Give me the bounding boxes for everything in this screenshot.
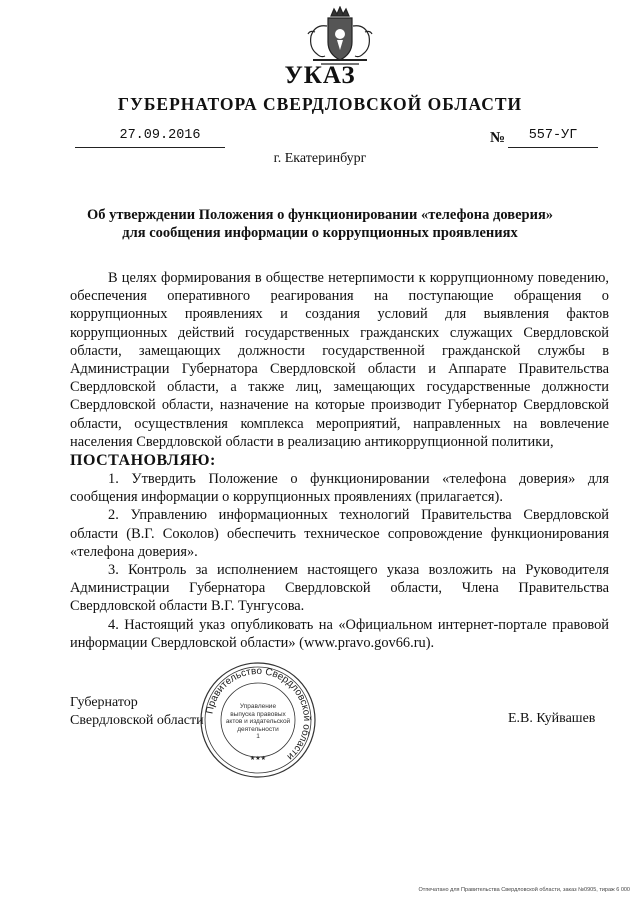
issuer-title: ГУБЕРНАТОРА СВЕРДЛОВСКОЙ ОБЛАСТИ <box>117 94 523 114</box>
document-title-line-2: для сообщения информации о коррупционных проявлениях <box>122 225 518 241</box>
seal-ring-text: Правительство Свердловской области <box>204 665 313 763</box>
coat-of-arms-icon <box>301 6 379 68</box>
decree-item: 1. Утвердить Положение о функционировании «телефона доверия» для сообщения информации о коррупционных проявлениях (прилагается). <box>70 471 609 506</box>
document-body <box>70 269 609 652</box>
date-underline <box>75 147 225 148</box>
seal-inner-line: актов и издательской <box>225 718 291 725</box>
decree-keyword: ПОСТАНОВЛЯЮ: <box>70 452 216 470</box>
signer-role <box>70 694 204 730</box>
signer-role-line-2: Свердловской области <box>70 713 204 728</box>
print-note: Отпечатано для Правительства Свердловской области, заказ №0905, тираж 6 000 <box>418 887 630 893</box>
document-title <box>60 206 580 242</box>
signer-role-line-1: Губернатор <box>70 695 138 710</box>
number-underline <box>508 147 598 148</box>
signer-name: Е.В. Куйвашев <box>508 711 596 726</box>
seal-inner-line: Управление <box>239 703 277 710</box>
document-type-title: УКАЗ <box>284 62 356 89</box>
seal-inner-line: деятельности <box>237 725 279 733</box>
seal-inner-text <box>223 703 293 741</box>
issue-city: г. Екатеринбург <box>273 151 367 166</box>
number-sign: № <box>490 130 506 146</box>
preamble-paragraph: В целях формирования в обществе нетерпимости к коррупционному поведению, обеспечения оперативного реагирования на поступающие обращения о коррупционных проявлениях и создания условий для выявления фактов коррупционных действий государственных гражданских служащих Свердловской области, замещающих должности государственной гражданской службы в Администрации Губернатора Свердловской области и Аппарате Правительства Свердловской области, а также лиц, замещающих государственные должности Свердловской области, назначение на которые производит Губернатор Свердловской области, осуществления комплекса мероприятий, направленных на вовлечение населения Свердловской области в реализацию антикоррупционной политики, <box>70 270 609 450</box>
decree-date: 27.09.2016 <box>119 128 201 143</box>
decree-number: 557-УГ <box>528 128 578 143</box>
decree-item: 3. Контроль за исполнением настоящего указа возложить на Руководителя Администрации Губернатора Свердловской области, Члена Правительства Свердловской области В.Г. Тунгусова. <box>70 562 609 615</box>
decree-item: 4. Настоящий указ опубликовать на «Официальном интернет-портале правовой информации Свердловской области» (www.pravo.gov66.ru). <box>70 616 609 651</box>
decree-item: 2. Управлению информационных технологий Правительства Свердловской области (В.Г. Соколов) обеспечить техническое сопровождение функционирования «телефона доверия». <box>70 507 609 560</box>
seal-inner-line: выпуска правовых <box>230 710 286 718</box>
seal-inner-number: 1 <box>256 733 260 740</box>
document-title-line-1: Об утверждении Положения о функционировании «телефона доверия» <box>86 207 554 223</box>
seal-stars: ★★★ <box>249 755 267 762</box>
